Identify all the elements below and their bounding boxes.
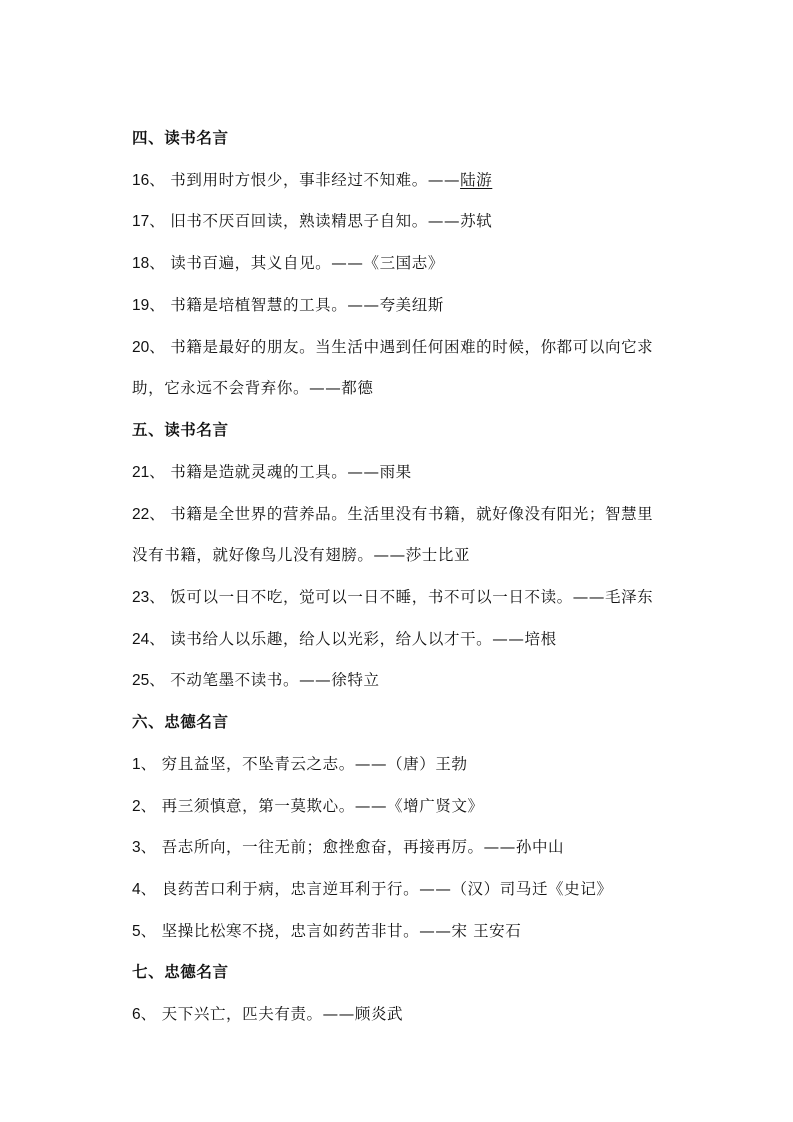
quote-20: [132, 336, 653, 359]
quote-number: 3、: [132, 839, 157, 856]
quote-19: [132, 294, 444, 317]
quote-22-continuation: 没有书籍，就好像鸟儿没有翅膀。——莎士比亚: [132, 546, 471, 564]
quote-18: [132, 252, 444, 275]
quote-number: 1、: [132, 756, 157, 773]
quote-text: 书到用时方恨少，事非经过不知难。——: [170, 171, 461, 189]
quote-16: [132, 169, 492, 192]
quote-number: 23、: [132, 589, 165, 606]
quote-text: 读书百遍，其义自见。——《三国志》: [170, 254, 444, 272]
quote-number: 24、: [132, 631, 165, 648]
quote-24: [132, 628, 557, 651]
quote-7-6: [132, 1003, 403, 1026]
quote-text: 穷且益坚，不坠青云之志。——（唐）王勃: [161, 755, 468, 773]
quote-text: 书籍是造就灵魂的工具。——雨果: [170, 463, 412, 481]
section-heading-6: 六、忠德名言: [132, 713, 229, 731]
section-heading-4: 四、读书名言: [132, 129, 229, 147]
quote-author-link: 陆游: [460, 171, 493, 189]
quote-text: 不动笔墨不读书。——徐特立: [170, 671, 380, 689]
quote-number: 20、: [132, 339, 165, 356]
quote-number: 5、: [132, 923, 157, 940]
quote-text: 读书给人以乐趣，给人以光彩，给人以才干。——培根: [170, 630, 557, 648]
quote-number: 25、: [132, 672, 165, 689]
section-heading-5: 五、读书名言: [132, 421, 229, 439]
quote-21: [132, 461, 412, 484]
quote-25: [132, 669, 380, 692]
quote-text: 书籍是培植智慧的工具。——夸美纽斯: [170, 296, 444, 314]
quote-20-continuation: 助，它永远不会背弃你。——都德: [132, 379, 374, 397]
quote-number: 21、: [132, 464, 165, 481]
quote-text: 天下兴亡，匹夫有责。——顾炎武: [161, 1005, 404, 1023]
quote-text: 书籍是全世界的营养品。生活里没有书籍，就好像没有阳光；智慧里: [170, 505, 654, 523]
quote-text: 再三须慎意，第一莫欺心。——《增广贤文》: [161, 797, 484, 815]
section-heading-7: 七、忠德名言: [132, 963, 229, 981]
quote-text: 良药苦口利于病，忠言逆耳利于行。——（汉）司马迁《史记》: [161, 880, 613, 898]
quote-number: 6、: [132, 1006, 157, 1023]
quote-6-1: [132, 753, 468, 776]
quote-number: 16、: [132, 172, 165, 189]
quote-number: 4、: [132, 881, 157, 898]
quote-number: 19、: [132, 297, 165, 314]
quote-6-3: [132, 836, 564, 859]
quote-text: 吾志所向，一往无前；愈挫愈奋，再接再厉。——孙中山: [161, 838, 565, 856]
quote-text: 旧书不厌百回读，熟读精思子自知。——苏轼: [170, 212, 493, 230]
quote-number: 2、: [132, 798, 157, 815]
quote-23: [132, 586, 653, 609]
quote-text: 坚操比松寒不挠，忠言如药苦非甘。——宋 王安石: [161, 922, 522, 940]
quote-6-5: [132, 920, 521, 943]
quote-number: 18、: [132, 255, 165, 272]
quote-number: 22、: [132, 506, 165, 523]
quote-6-2: [132, 795, 484, 818]
quote-22: [132, 503, 653, 526]
quote-6-4: [132, 878, 612, 901]
quote-number: 17、: [132, 213, 165, 230]
quote-text: 书籍是最好的朋友。当生活中遇到任何困难的时候，你都可以向它求: [170, 338, 654, 356]
quote-text: 饭可以一日不吃，觉可以一日不睡，书不可以一日不读。——毛泽东: [170, 588, 654, 606]
quote-17: [132, 210, 492, 233]
